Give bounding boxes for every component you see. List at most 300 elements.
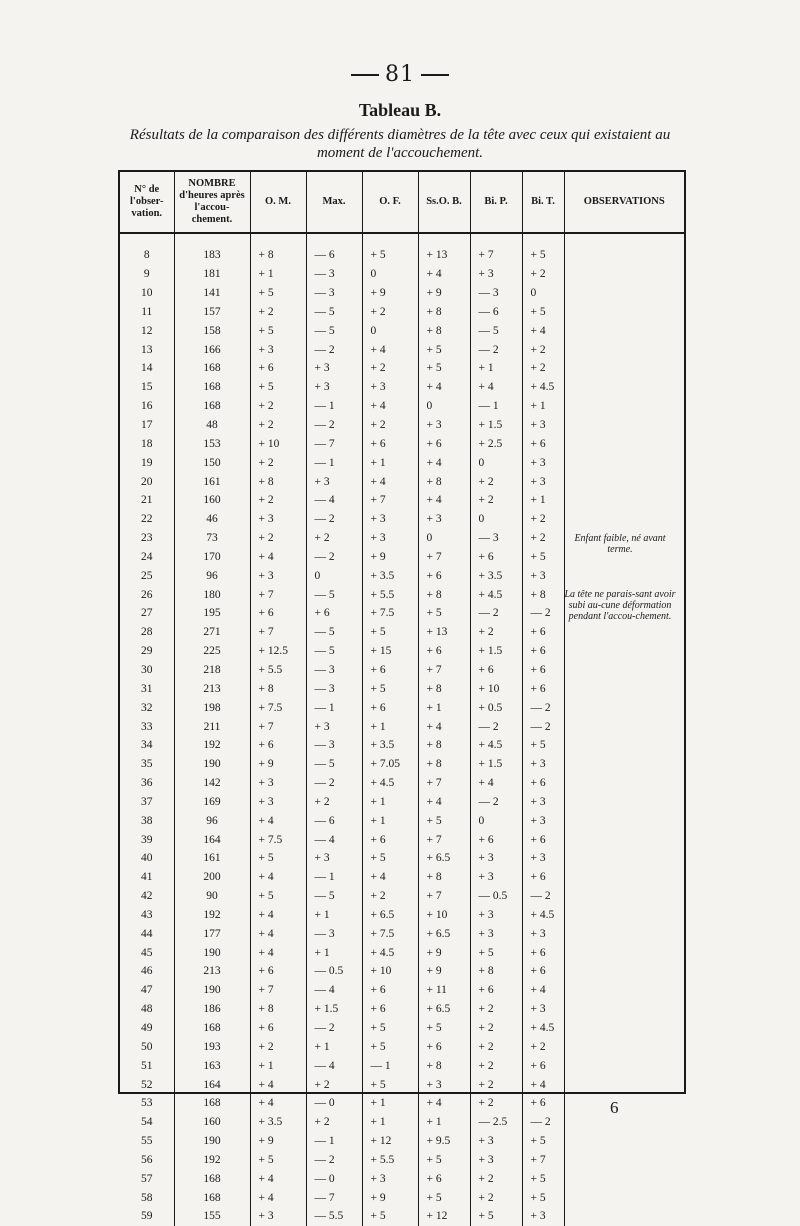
- diameter-value-cell: + 6: [470, 981, 522, 1000]
- diameter-value-cell: + 2: [522, 340, 564, 359]
- observation-number-cell: 46: [120, 962, 174, 981]
- diameter-value-cell: + 8: [250, 1000, 306, 1019]
- diameter-value-cell: + 3: [362, 1169, 418, 1188]
- table-row: [120, 868, 684, 887]
- diameter-value-cell: + 9: [418, 943, 470, 962]
- hours-cell: 168: [174, 1169, 250, 1188]
- diameter-value-cell: + 6.5: [418, 849, 470, 868]
- table-row: [120, 981, 684, 1000]
- hours-cell: 213: [174, 962, 250, 981]
- observation-cell: [564, 1207, 684, 1226]
- observation-number-cell: 41: [120, 868, 174, 887]
- table-row: [120, 397, 684, 416]
- observation-cell: [564, 321, 684, 340]
- diameter-value-cell: + 6: [362, 434, 418, 453]
- diameter-value-cell: + 13: [418, 246, 470, 265]
- diameter-value-cell: + 2: [306, 792, 362, 811]
- diameter-value-cell: — 2: [306, 1151, 362, 1170]
- diameter-value-cell: + 3: [418, 416, 470, 435]
- diameter-value-cell: + 3.5: [470, 566, 522, 585]
- diameter-value-cell: + 7.5: [362, 924, 418, 943]
- diameter-value-cell: + 5: [418, 604, 470, 623]
- hours-cell: 192: [174, 736, 250, 755]
- diameter-value-cell: — 6: [306, 246, 362, 265]
- table-row: [120, 1019, 684, 1038]
- diameter-value-cell: + 5: [362, 1037, 418, 1056]
- diameter-value-cell: + 0.5: [470, 698, 522, 717]
- diameter-value-cell: — 4: [306, 830, 362, 849]
- diameter-value-cell: + 3: [250, 774, 306, 793]
- hours-cell: 200: [174, 868, 250, 887]
- diameter-value-cell: + 4: [522, 1075, 564, 1094]
- diameter-value-cell: — 2: [306, 416, 362, 435]
- diameter-value-cell: + 7.5: [362, 604, 418, 623]
- observation-cell: [564, 642, 684, 661]
- diameter-value-cell: + 8: [418, 679, 470, 698]
- diameter-value-cell: — 2: [306, 510, 362, 529]
- diameter-value-cell: + 1: [418, 698, 470, 717]
- hours-cell: 168: [174, 1188, 250, 1207]
- diameter-value-cell: + 7: [522, 1151, 564, 1170]
- observation-cell: [564, 830, 684, 849]
- table-row: [120, 887, 684, 906]
- diameter-value-cell: 0: [470, 453, 522, 472]
- diameter-value-cell: + 4: [250, 811, 306, 830]
- table-row: [120, 774, 684, 793]
- diameter-value-cell: + 8: [418, 585, 470, 604]
- diameter-value-cell: + 9: [250, 1132, 306, 1151]
- hours-cell: 198: [174, 698, 250, 717]
- hours-cell: 211: [174, 717, 250, 736]
- table-row: [120, 1151, 684, 1170]
- diameter-value-cell: + 9: [418, 284, 470, 303]
- diameter-value-cell: + 1: [362, 1094, 418, 1113]
- diameter-value-cell: + 4: [362, 868, 418, 887]
- diameter-value-cell: + 6: [522, 830, 564, 849]
- diameter-value-cell: + 3.5: [250, 1113, 306, 1132]
- diameter-value-cell: + 6.5: [362, 906, 418, 925]
- observation-number-cell: 48: [120, 1000, 174, 1019]
- table-row: [120, 736, 684, 755]
- spacer-row: [120, 233, 684, 246]
- diameter-value-cell: + 5: [250, 887, 306, 906]
- diameter-value-cell: + 12: [362, 1132, 418, 1151]
- hours-cell: 213: [174, 679, 250, 698]
- diameter-value-cell: + 4.5: [522, 378, 564, 397]
- diameter-value-cell: + 5: [522, 1132, 564, 1151]
- diameter-value-cell: + 2: [522, 1037, 564, 1056]
- diameter-value-cell: + 2: [470, 472, 522, 491]
- diameter-value-cell: + 5: [522, 548, 564, 567]
- diameter-value-cell: + 2: [250, 397, 306, 416]
- observation-cell: [564, 416, 684, 435]
- diameter-value-cell: + 3: [306, 472, 362, 491]
- hours-cell: 73: [174, 529, 250, 548]
- diameter-value-cell: + 2: [470, 1019, 522, 1038]
- diameter-value-cell: + 3: [306, 717, 362, 736]
- observation-cell: [564, 849, 684, 868]
- diameter-value-cell: + 4: [362, 397, 418, 416]
- table-row: [120, 566, 684, 585]
- diameter-value-cell: + 10: [470, 679, 522, 698]
- observation-cell: [564, 1188, 684, 1207]
- diameter-value-cell: + 3: [470, 849, 522, 868]
- diameter-value-cell: + 5: [522, 1169, 564, 1188]
- hours-cell: 96: [174, 566, 250, 585]
- diameter-value-cell: — 6: [470, 303, 522, 322]
- hours-cell: 192: [174, 1151, 250, 1170]
- diameter-value-cell: + 8: [418, 736, 470, 755]
- observation-number-cell: 14: [120, 359, 174, 378]
- hours-cell: 153: [174, 434, 250, 453]
- spacer-cell: [522, 233, 564, 246]
- diameter-value-cell: + 3: [522, 811, 564, 830]
- observation-number-cell: 42: [120, 887, 174, 906]
- observation-number-cell: 16: [120, 397, 174, 416]
- observation-number-cell: 50: [120, 1037, 174, 1056]
- diameter-value-cell: + 6: [470, 548, 522, 567]
- observation-cell: [564, 1056, 684, 1075]
- diameter-value-cell: + 6: [418, 1169, 470, 1188]
- diameter-value-cell: + 1: [470, 359, 522, 378]
- diameter-value-cell: + 3: [470, 868, 522, 887]
- diameter-value-cell: 0: [362, 321, 418, 340]
- diameter-value-cell: + 6: [522, 943, 564, 962]
- diameter-value-cell: — 1: [470, 397, 522, 416]
- diameter-value-cell: — 0.5: [306, 962, 362, 981]
- hours-cell: 169: [174, 792, 250, 811]
- diameter-value-cell: — 0.5: [470, 887, 522, 906]
- hours-cell: 192: [174, 906, 250, 925]
- diameter-value-cell: — 2: [470, 717, 522, 736]
- table-row: [120, 416, 684, 435]
- table-row: [120, 1075, 684, 1094]
- diameter-value-cell: — 2: [522, 604, 564, 623]
- diameter-value-cell: — 5: [306, 585, 362, 604]
- column-header: Max.: [306, 172, 362, 233]
- diameter-value-cell: + 6: [470, 830, 522, 849]
- observation-number-cell: 10: [120, 284, 174, 303]
- hours-cell: 195: [174, 604, 250, 623]
- diameter-value-cell: + 3: [250, 510, 306, 529]
- observation-number-cell: 32: [120, 698, 174, 717]
- diameter-value-cell: + 7: [418, 774, 470, 793]
- hours-cell: 271: [174, 623, 250, 642]
- observation-number-cell: 44: [120, 924, 174, 943]
- diameter-value-cell: + 2: [470, 1169, 522, 1188]
- diameter-value-cell: — 5: [306, 623, 362, 642]
- diameter-value-cell: + 9: [250, 755, 306, 774]
- diameter-value-cell: + 8: [418, 321, 470, 340]
- diameter-value-cell: — 0: [306, 1094, 362, 1113]
- diameter-value-cell: + 6: [522, 774, 564, 793]
- diameter-value-cell: + 4: [250, 868, 306, 887]
- column-header: O. F.: [362, 172, 418, 233]
- column-header: OBSERVATIONS: [564, 172, 684, 233]
- observation-cell: [564, 491, 684, 510]
- diameter-value-cell: + 5: [362, 679, 418, 698]
- diameter-value-cell: + 4: [250, 924, 306, 943]
- diameter-value-cell: + 4.5: [362, 943, 418, 962]
- diameter-value-cell: + 4: [418, 265, 470, 284]
- diameter-value-cell: + 1.5: [306, 1000, 362, 1019]
- hours-cell: 190: [174, 943, 250, 962]
- diameter-value-cell: + 4: [418, 491, 470, 510]
- diameter-value-cell: — 6: [306, 811, 362, 830]
- diameter-value-cell: + 2: [522, 510, 564, 529]
- observation-cell: [564, 868, 684, 887]
- diameter-value-cell: + 3: [522, 849, 564, 868]
- diameter-value-cell: + 9: [362, 284, 418, 303]
- diameter-value-cell: 0: [522, 284, 564, 303]
- diameter-value-cell: + 4.5: [522, 1019, 564, 1038]
- diameter-value-cell: + 3: [470, 265, 522, 284]
- table-row: [120, 303, 684, 322]
- diameter-value-cell: + 7: [418, 548, 470, 567]
- diameter-value-cell: + 4: [418, 453, 470, 472]
- hours-cell: 181: [174, 265, 250, 284]
- column-header: N° de l'obser-vation.: [120, 172, 174, 233]
- spacer-cell: [470, 233, 522, 246]
- observation-number-cell: 11: [120, 303, 174, 322]
- diameter-value-cell: + 4.5: [362, 774, 418, 793]
- diameter-value-cell: + 3.5: [362, 566, 418, 585]
- diameter-value-cell: + 5: [362, 849, 418, 868]
- diameter-value-cell: + 4: [418, 717, 470, 736]
- observation-cell: [564, 1169, 684, 1188]
- diameter-value-cell: + 2: [470, 623, 522, 642]
- diameter-value-cell: + 2: [470, 1000, 522, 1019]
- diameter-value-cell: — 5: [306, 755, 362, 774]
- observation-cell: [564, 510, 684, 529]
- observation-cell: [564, 1037, 684, 1056]
- observation-number-cell: 55: [120, 1132, 174, 1151]
- observation-number-cell: 8: [120, 246, 174, 265]
- diameter-value-cell: + 1.5: [470, 755, 522, 774]
- diameter-value-cell: + 4: [250, 943, 306, 962]
- diameter-value-cell: + 1: [306, 1037, 362, 1056]
- observation-number-cell: 21: [120, 491, 174, 510]
- table-body: [120, 233, 684, 1226]
- observation-cell: [564, 698, 684, 717]
- diameter-value-cell: + 9: [362, 548, 418, 567]
- diameter-value-cell: + 3: [418, 510, 470, 529]
- hours-cell: 164: [174, 830, 250, 849]
- diameter-value-cell: + 2.5: [470, 434, 522, 453]
- diameter-value-cell: + 4.5: [470, 585, 522, 604]
- diameter-value-cell: + 3: [522, 453, 564, 472]
- diameter-value-cell: + 3: [470, 906, 522, 925]
- diameter-value-cell: + 3: [250, 792, 306, 811]
- diameter-value-cell: + 4: [250, 906, 306, 925]
- hours-cell: 193: [174, 1037, 250, 1056]
- diameter-value-cell: + 2: [470, 1037, 522, 1056]
- diameter-value-cell: + 2: [522, 529, 564, 548]
- observation-number-cell: 31: [120, 679, 174, 698]
- diameter-value-cell: + 5: [250, 849, 306, 868]
- diameter-value-cell: + 4: [250, 1094, 306, 1113]
- hours-cell: 186: [174, 1000, 250, 1019]
- diameter-value-cell: + 6: [522, 962, 564, 981]
- diameter-value-cell: + 5: [418, 1019, 470, 1038]
- diameter-value-cell: + 6: [362, 1000, 418, 1019]
- diameter-value-cell: + 6: [522, 661, 564, 680]
- diameter-value-cell: + 10: [418, 906, 470, 925]
- table-row: [120, 453, 684, 472]
- diameter-value-cell: + 2: [522, 359, 564, 378]
- diameter-value-cell: — 1: [362, 1056, 418, 1075]
- spacer-cell: [120, 233, 174, 246]
- diameter-value-cell: — 2: [470, 604, 522, 623]
- hours-cell: 90: [174, 887, 250, 906]
- observation-number-cell: 13: [120, 340, 174, 359]
- observation-number-cell: 57: [120, 1169, 174, 1188]
- table-row: [120, 1037, 684, 1056]
- diameter-value-cell: + 2: [470, 1056, 522, 1075]
- diameter-value-cell: + 2: [522, 265, 564, 284]
- table-row: [120, 679, 684, 698]
- observation-cell: [564, 811, 684, 830]
- diameter-value-cell: 0: [306, 566, 362, 585]
- diameter-value-cell: — 5: [306, 642, 362, 661]
- diameter-value-cell: 0: [470, 510, 522, 529]
- diameter-value-cell: + 2: [306, 529, 362, 548]
- observation-number-cell: 47: [120, 981, 174, 1000]
- observation-cell: [564, 887, 684, 906]
- diameter-value-cell: — 1: [306, 453, 362, 472]
- hours-cell: 190: [174, 755, 250, 774]
- diameter-value-cell: + 3: [470, 924, 522, 943]
- hours-cell: 218: [174, 661, 250, 680]
- diameter-value-cell: + 8: [522, 585, 564, 604]
- diameter-value-cell: + 1: [306, 906, 362, 925]
- page-number: [0, 62, 800, 87]
- table-row: [120, 491, 684, 510]
- diameter-value-cell: + 1: [362, 453, 418, 472]
- diameter-value-cell: + 1: [362, 792, 418, 811]
- diameter-value-cell: + 2: [362, 303, 418, 322]
- diameter-value-cell: + 5: [522, 1188, 564, 1207]
- observation-number-cell: 58: [120, 1188, 174, 1207]
- diameter-value-cell: + 10: [362, 962, 418, 981]
- diameter-value-cell: + 1.5: [470, 642, 522, 661]
- diameter-value-cell: + 4: [250, 1188, 306, 1207]
- diameter-value-cell: — 4: [306, 981, 362, 1000]
- diameter-value-cell: + 3.5: [362, 736, 418, 755]
- observation-number-cell: 25: [120, 566, 174, 585]
- observation-cell: [564, 378, 684, 397]
- spacer-cell: [250, 233, 306, 246]
- observation-cell: [564, 774, 684, 793]
- diameter-value-cell: + 4: [418, 378, 470, 397]
- diameter-value-cell: + 3: [250, 340, 306, 359]
- observation-cell: [564, 397, 684, 416]
- diameter-value-cell: + 2: [470, 1188, 522, 1207]
- diameter-value-cell: + 6: [522, 679, 564, 698]
- observation-number-cell: 59: [120, 1207, 174, 1226]
- observation-number-cell: 49: [120, 1019, 174, 1038]
- diameter-value-cell: + 5: [362, 246, 418, 265]
- observation-cell: [564, 1151, 684, 1170]
- diameter-value-cell: + 3: [306, 849, 362, 868]
- observation-cell: [564, 303, 684, 322]
- measurement-table-frame: [118, 170, 686, 1223]
- observation-cell: [564, 943, 684, 962]
- observation-cell: [564, 566, 684, 585]
- diameter-value-cell: — 3: [306, 265, 362, 284]
- diameter-value-cell: + 2: [362, 416, 418, 435]
- diameter-value-cell: + 3: [250, 1207, 306, 1226]
- hours-cell: 158: [174, 321, 250, 340]
- diameter-value-cell: + 1: [522, 491, 564, 510]
- diameter-value-cell: + 4: [250, 1075, 306, 1094]
- hours-cell: 166: [174, 340, 250, 359]
- diameter-value-cell: + 5: [362, 1019, 418, 1038]
- diameter-value-cell: + 6: [362, 830, 418, 849]
- table-row: [120, 792, 684, 811]
- diameter-value-cell: + 2: [250, 491, 306, 510]
- hours-cell: 164: [174, 1075, 250, 1094]
- hours-cell: 142: [174, 774, 250, 793]
- diameter-value-cell: + 1: [522, 397, 564, 416]
- observation-number-cell: 53: [120, 1094, 174, 1113]
- hours-cell: 96: [174, 811, 250, 830]
- diameter-value-cell: + 5: [418, 359, 470, 378]
- diameter-value-cell: + 5: [362, 1207, 418, 1226]
- table-row: [120, 642, 684, 661]
- observation-number-cell: 22: [120, 510, 174, 529]
- diameter-value-cell: + 1: [418, 1113, 470, 1132]
- diameter-value-cell: + 12: [418, 1207, 470, 1226]
- diameter-value-cell: + 6: [250, 962, 306, 981]
- diameter-value-cell: + 3: [306, 359, 362, 378]
- table-row: [120, 849, 684, 868]
- diameter-value-cell: — 2: [306, 340, 362, 359]
- hours-cell: 168: [174, 397, 250, 416]
- diameter-value-cell: — 7: [306, 1188, 362, 1207]
- diameter-value-cell: + 8: [250, 246, 306, 265]
- observation-cell: [564, 755, 684, 774]
- diameter-value-cell: + 5.5: [250, 661, 306, 680]
- hours-cell: 141: [174, 284, 250, 303]
- table-row: [120, 661, 684, 680]
- diameter-value-cell: — 3: [306, 924, 362, 943]
- diameter-value-cell: + 6: [418, 642, 470, 661]
- table-row: [120, 434, 684, 453]
- observation-cell: [564, 340, 684, 359]
- observation-number-cell: 52: [120, 1075, 174, 1094]
- diameter-value-cell: + 6: [250, 1019, 306, 1038]
- measurement-table: [120, 172, 684, 1226]
- observation-cell: [564, 434, 684, 453]
- diameter-value-cell: + 3: [522, 472, 564, 491]
- table-row: [120, 906, 684, 925]
- diameter-value-cell: — 4: [306, 491, 362, 510]
- diameter-value-cell: + 5: [470, 1207, 522, 1226]
- diameter-value-cell: + 5: [362, 1075, 418, 1094]
- diameter-value-cell: + 3: [522, 755, 564, 774]
- observation-cell: [564, 265, 684, 284]
- diameter-value-cell: + 1: [362, 717, 418, 736]
- table-subtitle: Résultats de la comparaison des différents diamètres de la tête avec ceux qui existaient au moment de l'accouchement.: [129, 127, 671, 161]
- observation-cell: [564, 623, 684, 642]
- left-dash: [351, 74, 379, 76]
- diameter-value-cell: + 8: [418, 472, 470, 491]
- diameter-value-cell: + 2: [470, 491, 522, 510]
- hours-cell: 170: [174, 548, 250, 567]
- hours-cell: 168: [174, 359, 250, 378]
- observation-number-cell: 12: [120, 321, 174, 340]
